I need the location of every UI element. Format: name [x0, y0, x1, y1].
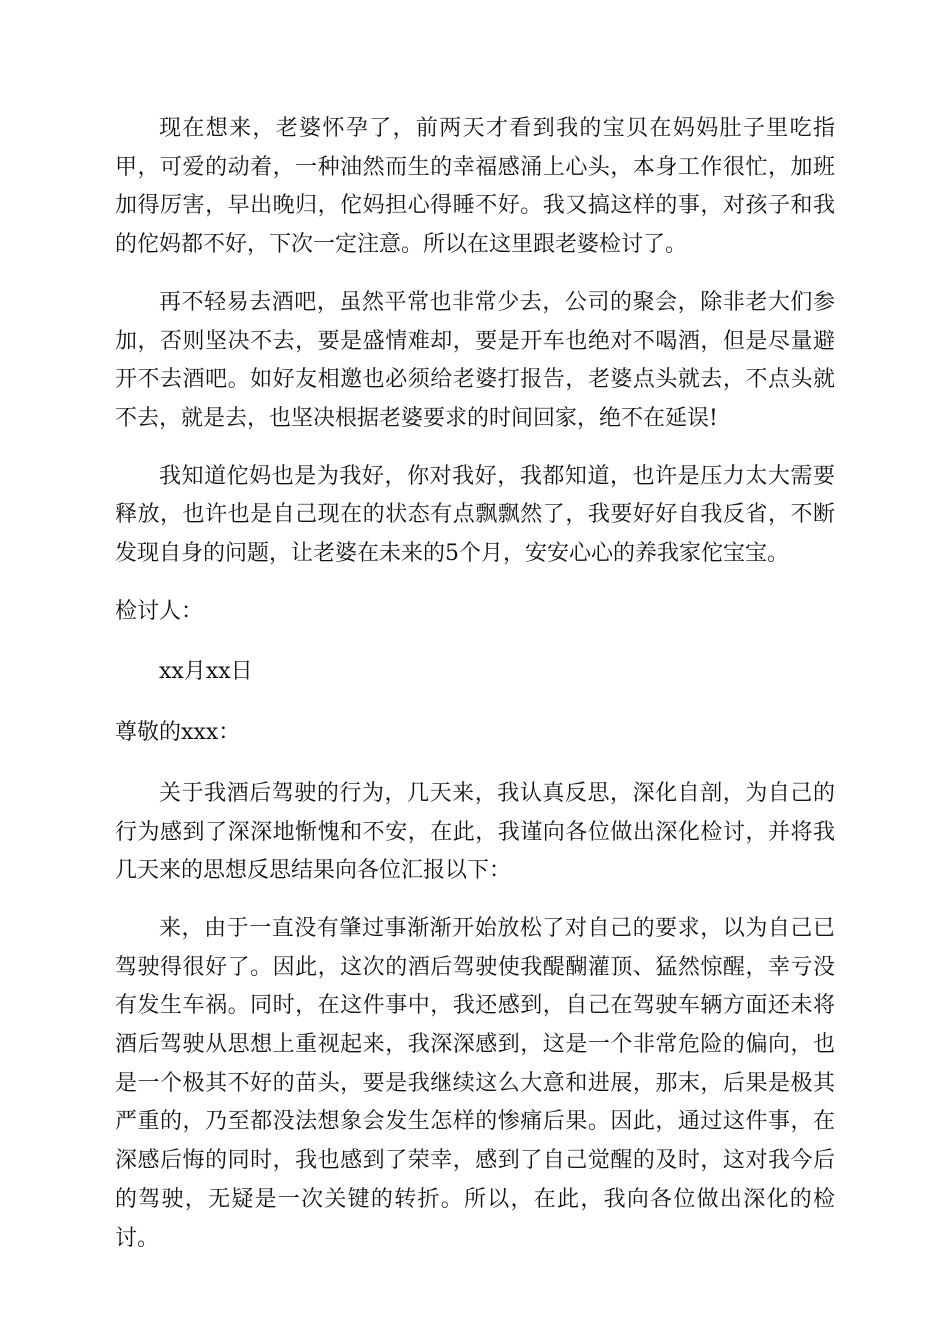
paragraph-drunk-driving-intro: 关于我酒后驾驶的行为，几天来，我认真反思，深化自剖，为自己的行为感到了深深地惭愧和不安，在此，我谨向各位做出深化检讨，并将我几天来的思想反思结果向各位汇报以下： [115, 780, 835, 884]
reviewer-label: 检讨人： [115, 598, 204, 624]
paragraph-drunk-driving-reflection: 来，由于一直没有肇过事渐渐开始放松了对自己的要求，以为自己已驾驶得很好了。因此，这次的酒后驾驶使我醍醐灌顶、猛然惊醒，幸亏没有发生车祸。同时，在这件事中，我还感到，自己在驾驶车辆方面还未将酒后驾驶从思想上重视起来，我深深感到，这是一个非常危险的偏向，也是一个极其不好的苗头，要是我继续这么大意和进展，那末，后果是极其严重的，乃至都没法想象会发生怎样的惨痛后果。因此，通过这件事，在深感后悔的同时，我也感到了荣幸，感到了自己觉醒的及时，这对我今后的驾驶，无疑是一次关键的转折。所以，在此，我向各位做出深化的检讨。 [115, 915, 835, 1251]
paragraph-promise-bar: 再不轻易去酒吧，虽然平常也非常少去，公司的聚会，除非老大们参加，否则坚决不去，要是盛情难却，要是开车也绝对不喝酒，但是尽量避开不去酒吧。如好友相邀也必须给老婆打报告，老婆点头就去，不点头就不去，就是去，也坚决根据老婆要求的时间回家，绝不在延误! [115, 289, 835, 431]
date-line: xx月xx日 [159, 659, 253, 685]
paragraph-self-reflection: 我知道佗妈也是为我好，你对我好，我都知道，也许是压力太大需要释放，也许也是自己现在的状态有点飘飘然了，我要好好自我反省，不断发现自身的问题，让老婆在未来的5个月，安安心心的养我家佗宝宝。 [115, 463, 835, 567]
paragraph-apology-pregnancy: 现在想来，老婆怀孕了，前两天才看到我的宝贝在妈妈肚子里吃指甲，可爱的动着，一种油然而生的幸福感涌上心头，本身工作很忙，加班加得厉害，早出晚归，佗妈担心得睡不好。我又搞这样的事，对孩子和我的佗妈都不好，下次一定注意。所以在这里跟老婆检讨了。 [115, 116, 835, 258]
document-body [115, 110, 835, 1277]
salutation: 尊敬的xxx： [115, 720, 241, 746]
